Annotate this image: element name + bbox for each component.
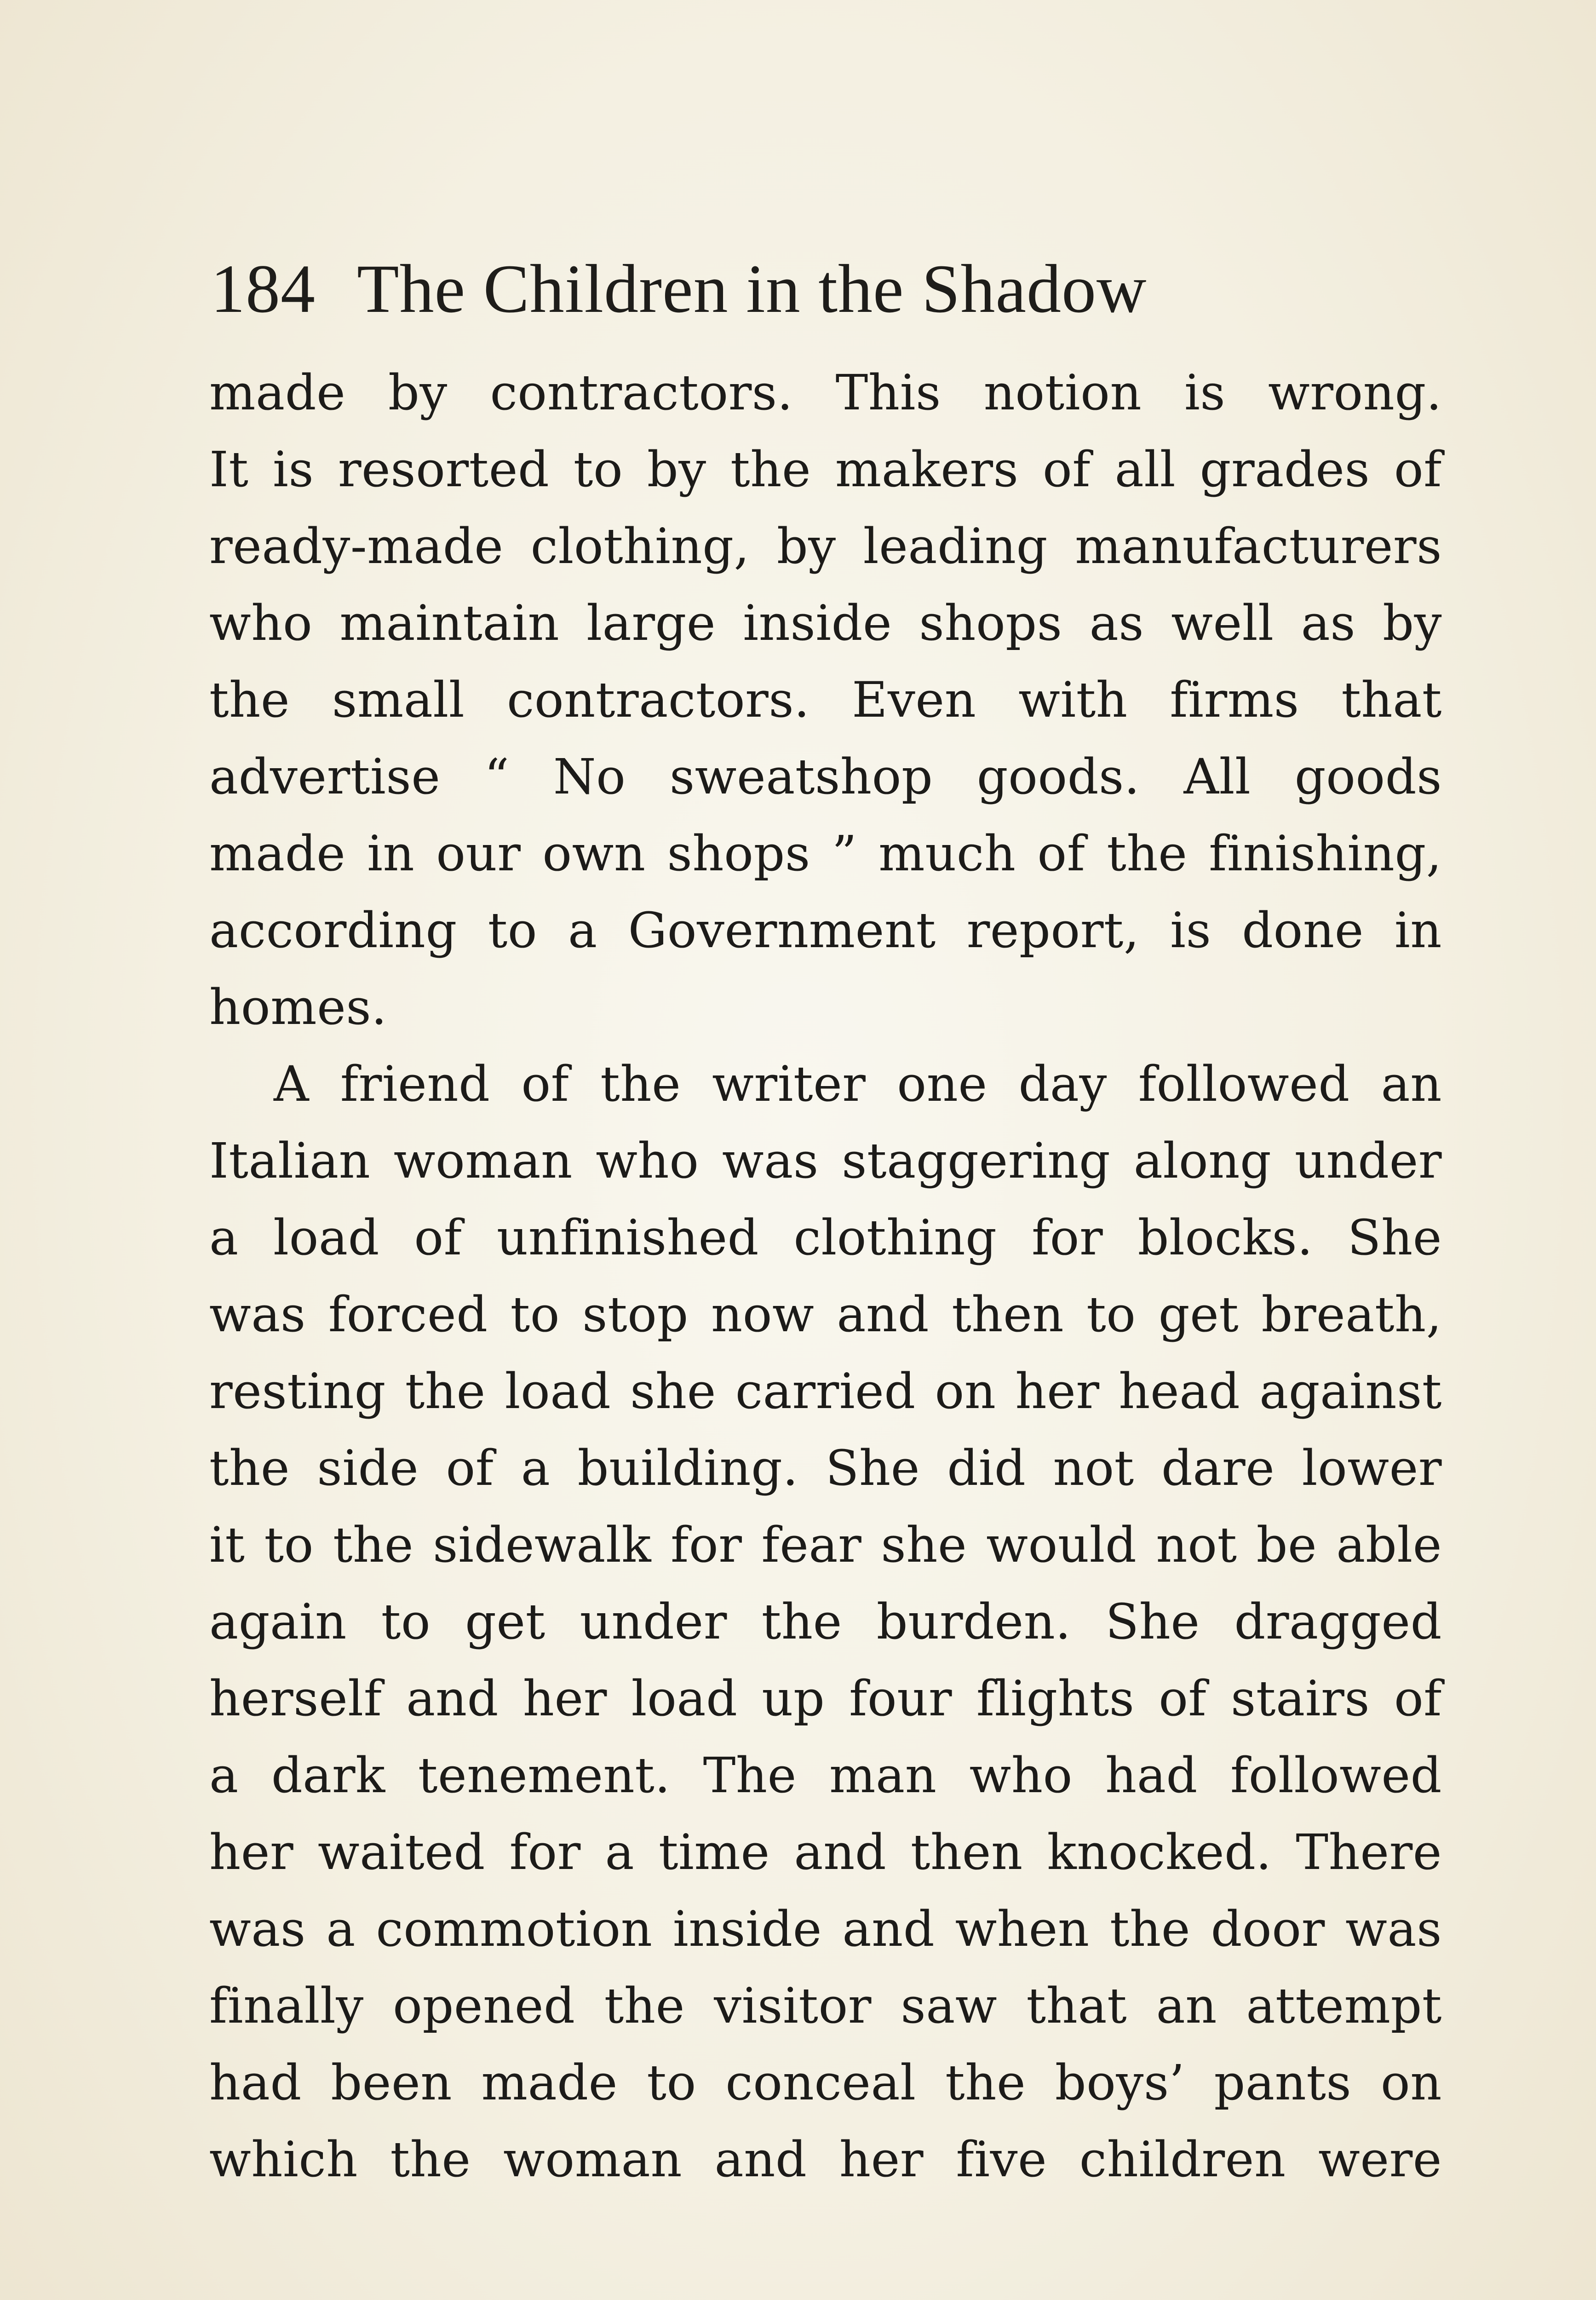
- text-line: resting the load she carried on her head against: [209, 1363, 1442, 1420]
- running-title: The Children in the Shadow: [357, 251, 1147, 327]
- text-line: was a commotion inside and when the door was: [209, 1901, 1442, 1957]
- text-line: ready-made clothing, by leading manufacturers: [209, 518, 1442, 575]
- text-line: had been made to conceal the boys’ pants on: [209, 2054, 1442, 2111]
- text-line: the side of a building. She did not dare lower: [209, 1440, 1442, 1496]
- text-line: advertise “ No sweatshop goods. All goods: [209, 748, 1442, 805]
- text-line: a dark tenement. The man who had followed: [209, 1747, 1442, 1804]
- text-line: finally opened the visitor saw that an attempt: [209, 1978, 1442, 2034]
- text-line: who maintain large inside shops as well as by: [209, 595, 1442, 651]
- text-line: a load of unfinished clothing for blocks. She: [209, 1209, 1442, 1266]
- text-line: again to get under the burden. She dragged: [209, 1593, 1442, 1650]
- body-text: [209, 354, 1442, 2198]
- page-number: 184: [211, 251, 316, 327]
- text-line: homes.: [209, 979, 387, 1035]
- text-line: It is resorted to by the makers of all grades of: [209, 441, 1442, 498]
- text-line: made by contractors. This notion is wrong.: [209, 364, 1442, 421]
- text-line: A friend of the writer one day followed an: [274, 1056, 1442, 1112]
- text-line: herself and her load up four flights of stairs of: [209, 1670, 1442, 1727]
- running-head: [211, 243, 1269, 335]
- text-line: which the woman and her five children were: [209, 2131, 1442, 2188]
- text-line: the small contractors. Even with firms that: [209, 672, 1442, 728]
- text-line: Italian woman who was staggering along under: [209, 1133, 1442, 1189]
- text-line: was forced to stop now and then to get breath,: [209, 1286, 1442, 1343]
- text-line: according to a Government report, is done in: [209, 902, 1442, 959]
- text-line: made in our own shops ” much of the finishing,: [209, 825, 1442, 882]
- text-line: it to the sidewalk for fear she would not be able: [209, 1517, 1442, 1573]
- text-line: her waited for a time and then knocked. There: [209, 1824, 1442, 1880]
